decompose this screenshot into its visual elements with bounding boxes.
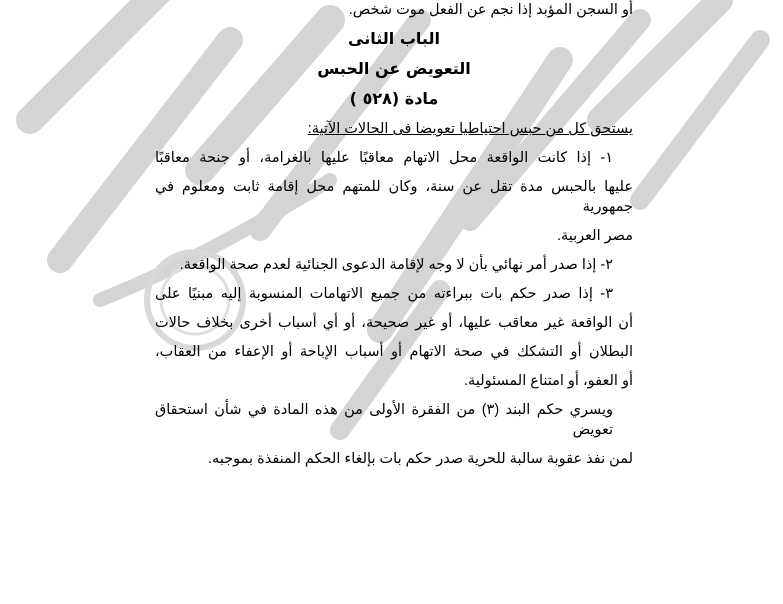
item-3-line-4: أو العفو، أو امتناع المسئولية. [464,373,633,389]
article-label: مادة (٥٢٨ ) [349,89,439,108]
top-line: أو السجن المؤبد إذا نجم عن الفعل موت شخص. [348,2,633,18]
item-3-line-1: ٣- إذا صدر حكم بات ببراءته من جميع الاتهامات المنسوبة إليه مبنيًا على [155,286,613,302]
item-3-line-2: أن الواقعة غير معاقب عليها، أو غير صحيحة، أو أي أسباب أخرى بخلاف حالات [155,315,633,331]
item-2-line-1: ٢- إذا صدر أمر نهائي بأن لا وجه لإقامة الدعوى الجنائية لعدم صحة الواقعة. [179,257,613,273]
closing-line-1: ويسري حكم البند (٣) من الفقرة الأولى من هذه المادة في شأن استحقاق تعويض [155,402,613,438]
part-title: الباب الثانى [348,29,440,48]
item-3-line-3: البطلان أو التشكك في صحة الاتهام أو أسباب الإباحة أو الإعفاء من العقاب، [155,344,633,360]
closing-line-2: لمن نفذ عقوبة سالبة للحرية صدر حكم بات بإلغاء الحكم المنفذة بموجبه. [208,451,633,467]
item-1-line-1: ١- إذا كانت الواقعة محل الاتهام معاقبًا عليها بالغرامة، أو جنحة معاقبًا [155,150,613,166]
document-body [155,0,633,469]
item-1-line-2: عليها بالحبس مدة تقل عن سنة، وكان للمتهم محل إقامة ثابت ومعلوم في جمهورية [155,179,633,215]
part-subtitle: التعويض عن الحبس [317,59,471,78]
item-1-line-3: مصر العربية. [556,228,633,244]
intro-text: يستحق كل من حبس احتياطيا تعويضا فى الحالات الآتية: [307,121,633,137]
